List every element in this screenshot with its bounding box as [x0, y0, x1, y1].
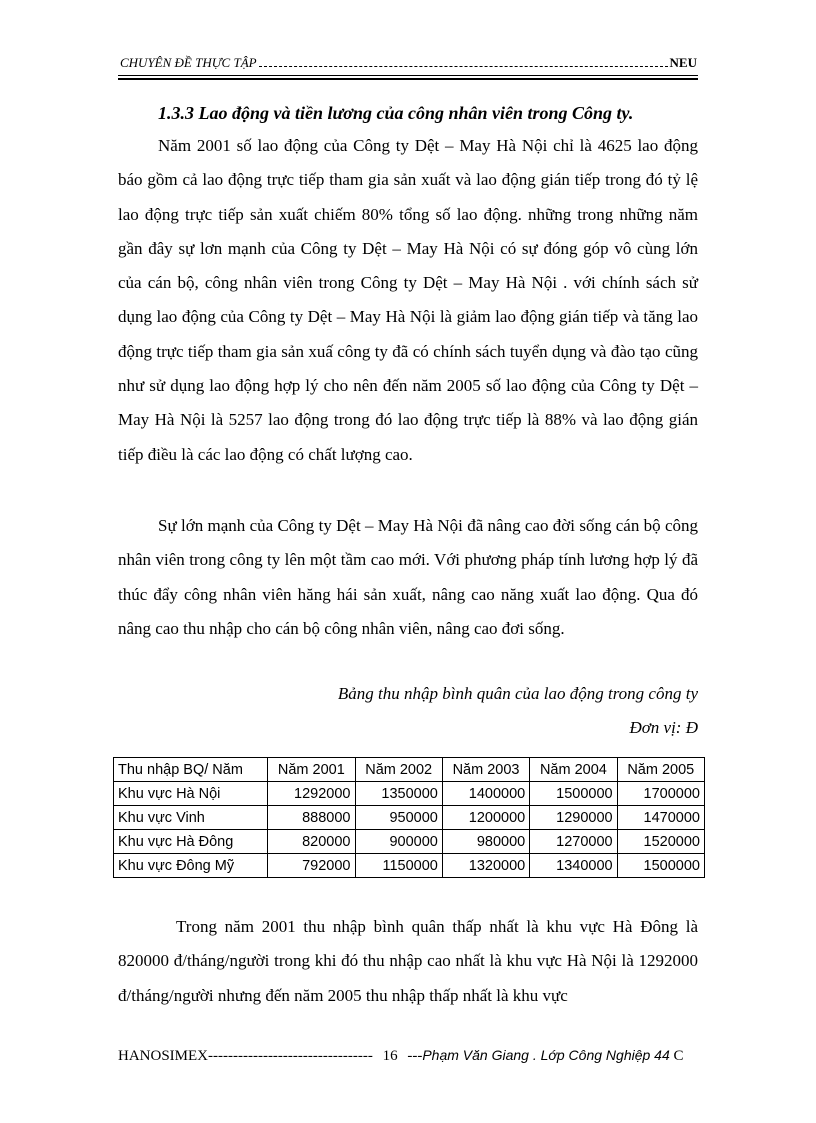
table-caption: Bảng thu nhập bình quân của lao động trong công ty: [337, 684, 698, 703]
value-cell: 980000: [442, 830, 529, 854]
page-number: 16: [382, 1048, 398, 1064]
value-cell: 888000: [268, 806, 355, 830]
value-cell: 1290000: [530, 806, 617, 830]
page-footer: [118, 1047, 698, 1065]
region-cell: Khu vực Vinh: [114, 806, 268, 830]
header-rule: [118, 75, 698, 80]
table-row: [114, 830, 705, 854]
footer-author: Phạm Văn Giang . Lớp Công Nghiệp 44: [422, 1047, 670, 1063]
header-cell: Năm 2002: [355, 758, 442, 782]
value-cell: 1340000: [530, 854, 617, 878]
header-cell: Năm 2003: [442, 758, 529, 782]
footer-suffix: C: [673, 1048, 684, 1064]
value-cell: 1700000: [617, 782, 704, 806]
header-cell: Năm 2004: [530, 758, 617, 782]
value-cell: 1400000: [442, 782, 529, 806]
table-unit: Đơn vị: Đ: [629, 718, 698, 737]
region-cell: Khu vực Đông Mỹ: [114, 854, 268, 878]
page-header: [120, 51, 697, 71]
header-cell: Năm 2001: [268, 758, 355, 782]
paragraph-2: [118, 509, 698, 646]
value-cell: 1520000: [617, 830, 704, 854]
region-cell: Khu vực Hà Đông: [114, 830, 268, 854]
paragraph-2-text: Sự lớn mạnh của Công ty Dệt – May Hà Nội đã nâng cao đời sống cán bộ công nhân viên trong công ty lên một tầm cao mới. Với phương pháp tính lương hợp lý đã thúc đẩy công nhân viên hăng hái sản xuất, nâng cao năng xuất lao động. Qua đó nâng cao thu nhập cho cán bộ công nhân viên, nâng cao đơi sống.: [118, 516, 698, 638]
value-cell: 792000: [268, 854, 355, 878]
header-title: CHUYÊN ĐỀ THỰC TẬP: [120, 55, 257, 70]
paragraph-1: [118, 129, 698, 472]
value-cell: 1350000: [355, 782, 442, 806]
table-header-row: [114, 758, 705, 782]
value-cell: 1320000: [442, 854, 529, 878]
footer-separator: ---: [407, 1048, 423, 1064]
value-cell: 1500000: [530, 782, 617, 806]
paragraph-3-text: Trong năm 2001 thu nhập bình quân thấp nhất là khu vực Hà Đông là 820000 đ/tháng/người trong khi đó thu nhập cao nhất là khu vực Hà Nội là 1292000 đ/tháng/người nhưng đến năm 2005 thu nhập thấp nhất là khu vực: [118, 917, 698, 1005]
header-org: NEU: [669, 55, 697, 70]
table-row: [114, 782, 705, 806]
paragraph-1-text: Năm 2001 số lao động của Công ty Dệt – May Hà Nội chỉ là 4625 lao động báo gồm cả lao động trực tiếp tham gia sản xuất và lao động gián tiếp trong đó tỷ lệ lao động trực tiếp sản xuất chiếm 80% tổng số lao động. những trong những năm gần đây sự lơn mạnh của Công ty Dệt – May Hà Nội có sự đóng góp vô cùng lớn của cán bộ, công nhân viên trong Công ty Dệt – May Hà Nội . với chính sách sử dụng lao động của Công ty Dệt – May Hà Nội là giảm lao động gián tiếp và tăng lao động trực tiếp tham gia sản xuấ công ty đã có chính sách tuyển dụng và đào tạo cũng như sử dụng lao động hợp lý cho nên đến năm 2005 số lao động của Công ty Dệt – May Hà Nội là 5257 lao động trong đó lao động trực tiếp là 88% và lao động gián tiếp điều là các lao động có chất lượng cao.: [118, 136, 698, 464]
income-table: [113, 757, 705, 878]
value-cell: 820000: [268, 830, 355, 854]
table-row: [114, 854, 705, 878]
value-cell: 1470000: [617, 806, 704, 830]
value-cell: 1500000: [617, 854, 704, 878]
region-cell: Khu vực Hà Nội: [114, 782, 268, 806]
header-cell: Thu nhập BQ/ Năm: [114, 758, 268, 782]
value-cell: 1292000: [268, 782, 355, 806]
header-dash-line: [259, 66, 668, 67]
value-cell: 1200000: [442, 806, 529, 830]
value-cell: 1270000: [530, 830, 617, 854]
value-cell: 1150000: [355, 854, 442, 878]
header-cell: Năm 2005: [617, 758, 704, 782]
table-row: [114, 806, 705, 830]
footer-left: HANOSIMEX---------------------------------: [118, 1048, 373, 1064]
section-heading: 1.3.3 Lao động và tiền lương của công nhân viên trong Công ty.: [158, 103, 634, 123]
paragraph-3: [118, 910, 698, 1013]
value-cell: 950000: [355, 806, 442, 830]
value-cell: 900000: [355, 830, 442, 854]
